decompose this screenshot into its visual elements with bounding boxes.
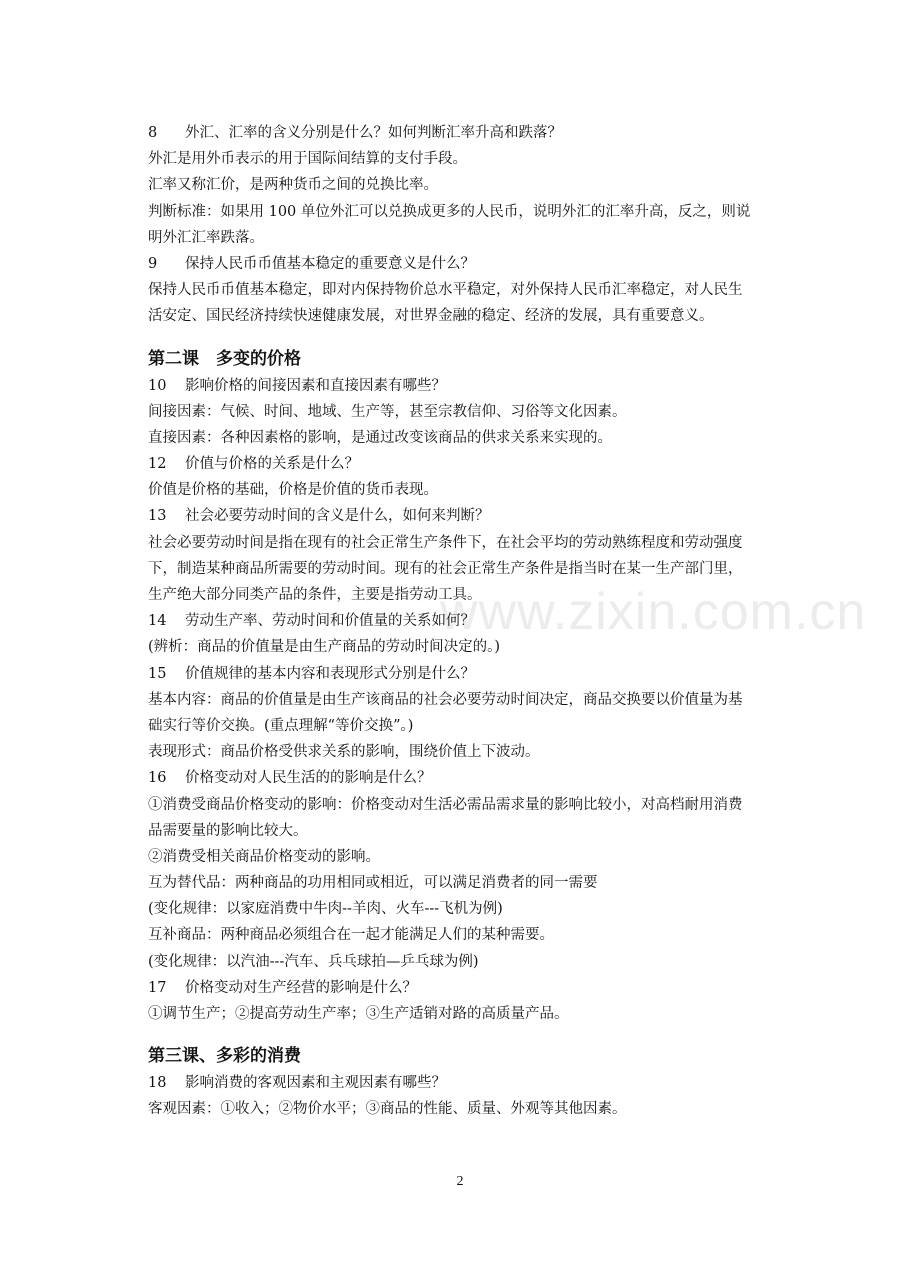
answer-line: 础实行等价交换。(重点理解“等价交换”。) — [148, 717, 414, 734]
answer-line: 判断标准：如果用 100 单位外汇可以兑换成更多的人民币，说明外汇的汇率升高，反之，则说 — [148, 203, 751, 220]
section-heading-lesson-3: 第三课、多彩的消费 — [148, 1046, 301, 1067]
question-number: 17 — [148, 979, 167, 996]
answer-line: 间接因素：气候、时间、地域、生产等，甚至宗教信仰、习俗等文化因素。 — [148, 403, 627, 420]
question-number: 12 — [148, 456, 167, 473]
question-text: 价值与价格的关系是什么？ — [185, 456, 359, 473]
question-17 — [148, 975, 778, 1001]
answer-line: 下，制造某种商品所需要的劳动时间。现有的社会正常生产条件是指当时在某一生产部门里， — [148, 560, 743, 577]
answer-line: 保持人民币币值基本稳定，即对内保持物价总水平稳定，对外保持人民币汇率稳定，对人民生 — [148, 282, 743, 299]
answer-line: 表现形式：商品价格受供求关系的影响，围绕价值上下波动。 — [148, 744, 540, 761]
answer-line: 互为替代品：两种商品的功用相同或相近，可以满足消费者的同一需要 — [148, 875, 598, 892]
question-text: 社会必要劳动时间的含义是什么，如何来判断？ — [185, 508, 490, 525]
answer-line: 价值是价格的基础，价格是价值的货币表现。 — [148, 482, 438, 499]
question-12 — [148, 451, 778, 477]
answer-line: 品需要量的影响比较大。 — [148, 822, 308, 839]
question-text: 影响价格的间接因素和直接因素有哪些？ — [185, 377, 446, 394]
answer-line: 基本内容：商品的价值量是由生产该商品的社会必要劳动时间决定，商品交换要以价值量为基 — [148, 691, 743, 708]
question-text: 价格变动对人民生活的的影响是什么？ — [185, 770, 432, 787]
answer-line: 明外汇汇率跌落。 — [148, 229, 264, 246]
answer-line: 互补商品：两种商品必须组合在一起才能满足人们的某种需要。 — [148, 927, 554, 944]
question-13 — [148, 503, 778, 529]
answer-line: 客观因素：①收入；②物价水平；③商品的性能、质量、外观等其他因素。 — [148, 1101, 627, 1118]
answer-line: 社会必要劳动时间是指在现有的社会正常生产条件下，在社会平均的劳动熟练程度和劳动强度 — [148, 534, 743, 551]
question-number: 18 — [148, 1075, 167, 1092]
answer-line: (变化规律：以汽油---汽车、兵乓球拍—乒乓球为例) — [148, 953, 479, 970]
question-number: 14 — [148, 613, 167, 630]
answer-line: 外汇是用外币表示的用于国际间结算的支付手段。 — [148, 151, 467, 168]
question-text: 劳动生产率、劳动时间和价值量的关系如何？ — [185, 613, 475, 630]
question-10 — [148, 373, 778, 399]
document-body — [148, 120, 778, 1123]
answer-line: 生产绝大部分同类产品的条件，主要是指劳动工具。 — [148, 587, 482, 603]
question-number: 9 — [148, 255, 158, 272]
question-number: 16 — [148, 770, 167, 787]
question-15 — [148, 661, 778, 687]
answer-line: 汇率又称汇价，是两种货币之间的兑换比率。 — [148, 177, 438, 194]
question-8 — [148, 120, 778, 146]
question-text: 价值规律的基本内容和表现形式分别是什么？ — [185, 665, 475, 682]
section-heading-lesson-2: 第二课 多变的价格 — [148, 348, 301, 369]
watermark: www.zixin.com.cn — [440, 583, 867, 641]
answer-line: (变化规律：以家庭消费中牛肉--羊肉、火车---飞机为例) — [148, 901, 503, 918]
answer-line: ②消费受相关商品价格变动的影响。 — [148, 848, 380, 865]
question-text: 外汇、汇率的含义分别是什么？如何判断汇率升高和跌落？ — [185, 125, 562, 141]
answer-line: ①消费受商品价格变动的影响：价格变动对生活必需品需求量的影响比较小，对高档耐用消费 — [148, 796, 743, 813]
question-18 — [148, 1070, 778, 1096]
question-number: 8 — [148, 125, 158, 141]
question-14 — [148, 608, 778, 634]
question-number: 10 — [148, 377, 167, 394]
page-number: 2 — [456, 1174, 464, 1189]
answer-line: 直接因素：各种因素格的影响，是通过改变该商品的供求关系来实现的。 — [148, 429, 612, 446]
question-number: 13 — [148, 508, 167, 525]
question-16 — [148, 765, 778, 791]
question-9 — [148, 251, 778, 277]
answer-line: 活安定、国民经济持续快速健康发展，对世界金融的稳定、经济的发展，具有重要意义。 — [148, 308, 714, 325]
question-number: 15 — [148, 665, 167, 682]
question-text: 价格变动对生产经营的影响是什么？ — [185, 979, 417, 996]
answer-line: ①调节生产；②提高劳动生产率；③生产适销对路的高质量产品。 — [148, 1006, 569, 1022]
question-text: 保持人民币币值基本稳定的重要意义是什么？ — [185, 255, 475, 272]
question-text: 影响消费的客观因素和主观因素有哪些？ — [185, 1075, 446, 1092]
answer-line: (辨析：商品的价值量是由生产商品的劳动时间决定的。) — [148, 639, 501, 656]
